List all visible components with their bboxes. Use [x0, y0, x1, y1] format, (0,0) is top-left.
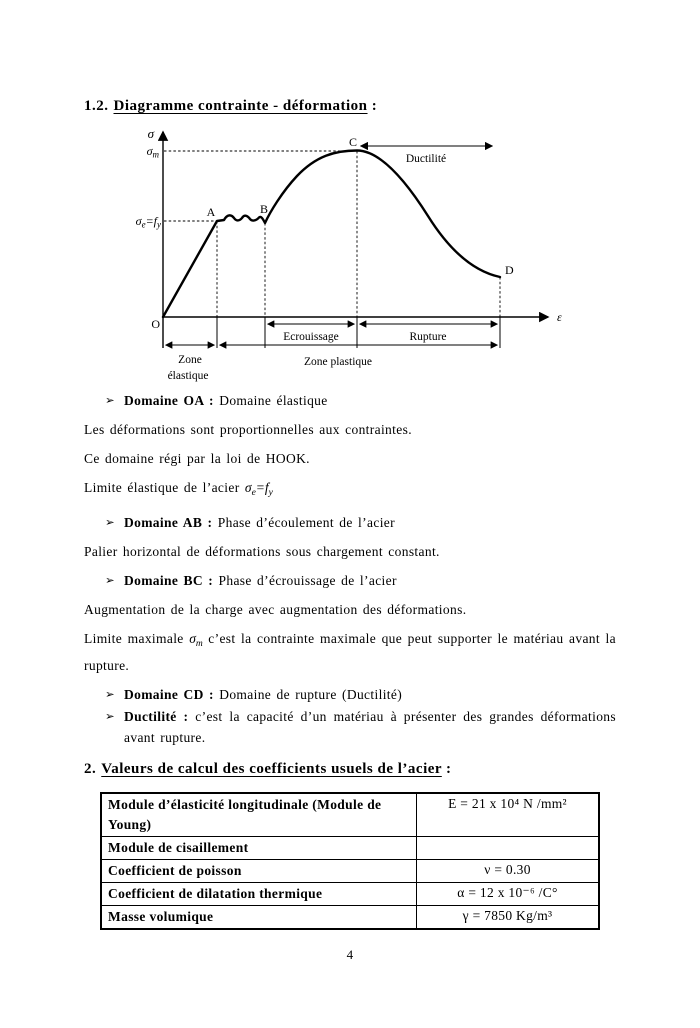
- coefficient-value: ν = 0.30: [417, 860, 600, 883]
- sigma-m-label: σm: [146, 144, 159, 160]
- bullet-text: Ductilité : c’est la capacité d’un matériau à présenter des grandes déformations avant rupture.: [124, 709, 616, 745]
- arrow-bullet-icon: ➢: [105, 573, 115, 587]
- section-heading-1-2: [84, 96, 616, 116]
- coefficient-label: Coefficient de poisson: [101, 860, 417, 883]
- bullet-domaine-bc: [105, 570, 616, 591]
- paragraph-palier: Palier horizontal de déformations sous chargement constant.: [84, 544, 440, 559]
- section-number: 1.2.: [84, 98, 109, 114]
- bullet-domaine-ab: [105, 512, 616, 533]
- arrow-bullet-icon: ➢: [105, 709, 115, 723]
- coefficient-label: Module d’élasticité longitudinale (Module de Young): [101, 793, 417, 837]
- section-heading-2: [84, 759, 616, 779]
- ductilite-label: Ductilité: [405, 153, 447, 165]
- paragraph-hook: Ce domaine régi par la loi de HOOK.: [84, 451, 310, 466]
- zone-plastique-label: Zone plastique: [303, 356, 373, 368]
- bullet-text: Domaine BC : Phase d’écrouissage de l’acier: [124, 573, 397, 588]
- table-row: [101, 793, 599, 837]
- coefficient-label: Masse volumique: [101, 906, 417, 930]
- coefficient-value: [417, 837, 600, 860]
- point-O-label: O: [151, 317, 160, 331]
- coefficients-table: [100, 792, 600, 930]
- rupture-label: Rupture: [409, 331, 447, 343]
- zone-elastique-label-line2: élastique: [167, 370, 209, 382]
- point-A-label: A: [206, 205, 216, 219]
- sigma-e-label: σe=fy: [135, 214, 161, 230]
- paragraph-proportionnelles: Les déformations sont proportionnelles aux contraintes.: [84, 422, 412, 437]
- bullet-text: Domaine AB : Phase d’écoulement de l’acier: [124, 515, 395, 530]
- sigma-e-formula: $\sigma_e=f_y$: [244, 480, 273, 498]
- table-row: [101, 906, 599, 930]
- epsilon-axis-label: ε: [557, 310, 562, 324]
- coefficient-value: E = 21 x 10⁴ N /mm²: [417, 793, 600, 837]
- bullet-text: Domaine CD : Domaine de rupture (Ductilité): [124, 687, 403, 702]
- section-title: Diagramme contrainte - déformation: [113, 98, 368, 114]
- ecrouissage-label: Ecrouissage: [283, 331, 339, 343]
- bullet-ductilite: [105, 706, 616, 748]
- stress-strain-curve: [163, 151, 500, 318]
- point-C-label: C: [348, 135, 358, 149]
- bullet-domaine-oa: [105, 390, 616, 411]
- sigma-m-formula: $\sigma_m$: [189, 631, 203, 649]
- coefficient-label: Module de cisaillement: [101, 837, 417, 860]
- stress-strain-diagram: [120, 124, 572, 386]
- point-B-label: B: [259, 202, 269, 216]
- bullet-domaine-cd: [105, 684, 616, 705]
- point-D-label: D: [505, 263, 514, 277]
- paragraph-limite-maximale: Limite maximale $\sigma_m$ c’est la contrainte maximale que peut supporter le matériau avant la rupture.: [84, 631, 616, 673]
- sigma-axis-label: σ: [147, 126, 154, 141]
- table-row: [101, 837, 599, 860]
- section-colon: :: [441, 761, 452, 777]
- paragraph-augmentation: Augmentation de la charge avec augmentation des déformations.: [84, 602, 467, 617]
- body-text: [84, 390, 616, 748]
- bullet-text: Domaine OA : Domaine élastique: [124, 393, 328, 408]
- table-row: [101, 860, 599, 883]
- section-colon: :: [367, 98, 378, 114]
- page-number: 4: [346, 947, 354, 962]
- arrow-bullet-icon: ➢: [105, 687, 115, 701]
- coefficient-value: γ = 7850 Kg/m³: [417, 906, 600, 930]
- section-number: 2.: [84, 761, 97, 777]
- section-title: Valeurs de calcul des coefficients usuels de l’acier: [101, 761, 442, 777]
- paragraph-limite-elastique: Limite élastique de l’acier $\sigma_e=f_y$: [84, 480, 273, 498]
- table-row: [101, 883, 599, 906]
- arrow-bullet-icon: ➢: [105, 393, 115, 407]
- zone-elastique-label-line1: Zone: [178, 354, 202, 366]
- arrow-bullet-icon: ➢: [105, 515, 115, 529]
- coefficient-label: Coefficient de dilatation thermique: [101, 883, 417, 906]
- dashed-guides: [164, 151, 500, 317]
- zone-dividers: [217, 317, 500, 348]
- coefficient-value: α = 12 x 10⁻⁶ /C°: [417, 883, 600, 906]
